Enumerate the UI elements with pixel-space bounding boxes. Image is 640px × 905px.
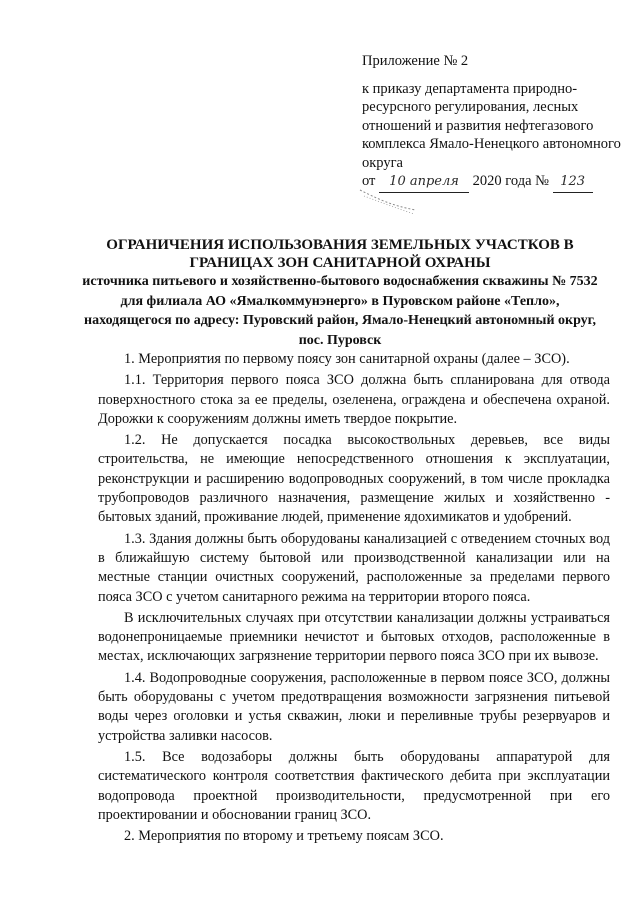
document-title [80, 236, 600, 350]
handwritten-number: 123 [553, 173, 593, 193]
annex-label: Приложение № 2 [362, 53, 469, 69]
paragraph: 1.4. Водопроводные сооружения, расположенные в первом поясе ЗСО, должны быть оборудованы с учетом предотвращения возможности загрязнения питьевой воды через оголовки и устья скважин, люки и переливные трубы резервуаров и устройства заливки насосов. [98, 669, 610, 744]
paragraph: 1.2. Не допускается посадка высокоствольных деревьев, все виды строительства, не имеющие непосредственного отношения к эксплуатации, реконструкции и расширению водопроводных сооружений, в том числе прокладка трубопроводов различного назначения, размещение жилых и хозяйственно - бытовых зданий, проживание людей, применение ядохимикатов и удобрений. [98, 432, 610, 526]
title-subtitle: источника питьевого и хозяйственно-бытового водоснабжения скважины № 7532 для филиала АО «Ямалкоммунэнерго» в Пуровском районе «Тепло», находящегося по адресу: Пуровский район, Ямало-Ненецкий автономный округ, пос. Пуровск [82, 274, 598, 348]
paragraph: 2. Мероприятия по второму и третьему поясам ЗСО. [124, 828, 444, 845]
handwritten-date: 10 апреля [379, 173, 469, 193]
title-main: ОГРАНИЧЕНИЯ ИСПОЛЬЗОВАНИЯ ЗЕМЕЛЬНЫХ УЧАСТКОВ В ГРАНИЦАХ ЗОН САНИТАРНОЙ ОХРАНЫ [106, 237, 574, 271]
year-text: 2020 года № [472, 173, 549, 189]
annex-header [362, 52, 622, 193]
date-prefix: от [362, 173, 376, 189]
paragraph: 1.5. Все водозаборы должны быть оборудованы аппаратурой для систематического контроля соответствия фактического дебита при эксплуатации водопровода проектной производительности, предусмотренной при его проектировании и обосновании границ ЗСО. [98, 748, 610, 823]
paragraph: 1.3. Здания должны быть оборудованы канализацией с отведением сточных вод в ближайшую систему бытовой или производственной канализации или на местные станции очистных сооружений, расположенные за пределами первого пояса ЗСО с учетом санитарного режима на территории второго пояса. [98, 530, 610, 605]
paragraph: 1.1. Территория первого пояса ЗСО должна быть спланирована для отвода поверхностного стока за ее пределы, озеленена, ограждена и обеспечена охраной. Дорожки к сооружениям должны иметь твердое покрытие. [98, 372, 610, 427]
paragraph: В исключительных случаях при отсутствии канализации должны устраиваться водонепроницаемые приемники нечистот и бытовых отходов, расположенные в местах, исключающих загрязнение территории первого пояса ЗСО при их вывозе. [98, 609, 610, 665]
order-reference: к приказу департамента природно-ресурсного регулирования, лесных отношений и развития нефтегазового комплекса Ямало-Ненецкого автономного округа [362, 80, 621, 171]
paragraph: 1. Мероприятия по первому поясу зон санитарной охраны (далее – ЗСО). [124, 351, 570, 367]
document-body [98, 350, 610, 848]
stamp-mark-icon [358, 186, 418, 216]
